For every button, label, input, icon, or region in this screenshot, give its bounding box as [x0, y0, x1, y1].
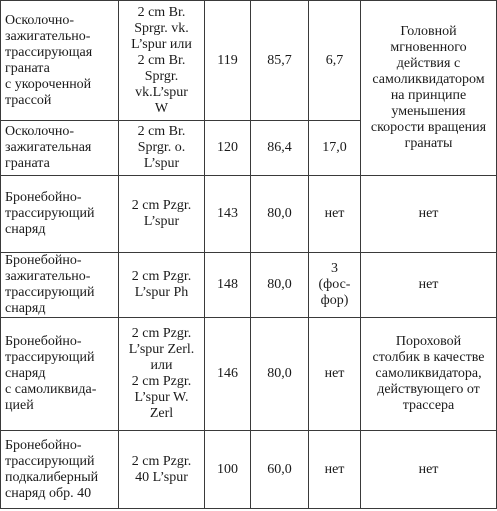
ammo-name-cell: Бронебойно- зажигательно- трассирующий снаряд: [1, 253, 119, 318]
value-cell: 3 (фос- фор): [309, 253, 361, 318]
value-cell: нет: [309, 431, 361, 509]
value-cell: нет: [309, 318, 361, 431]
fuse-cell: Пороховой столбик в качестве самоликвидатора, действующего от трассера: [361, 318, 497, 431]
value-cell: 120: [205, 121, 251, 176]
fuse-cell: Головной мгновенного действия с самоликвидатором на принципе уменьшения скорости вращения гранаты: [361, 1, 497, 176]
value-cell: 80,0: [251, 318, 309, 431]
value-cell: 148: [205, 253, 251, 318]
value-cell: 85,7: [251, 1, 309, 121]
ammo-name-cell: Бронебойно- трассирующий снаряд: [1, 176, 119, 253]
value-cell: нет: [309, 176, 361, 253]
value-cell: 80,0: [251, 253, 309, 318]
designation-cell: 2 cm Br. Sprgr. o. L’spur: [119, 121, 205, 176]
value-cell: 100: [205, 431, 251, 509]
value-cell: 17,0: [309, 121, 361, 176]
fuse-cell: нет: [361, 431, 497, 509]
table-row: [1, 318, 497, 431]
ammo-name-cell: Бронебойно- трассирующий снаряд с самоликвида- цией: [1, 318, 119, 431]
value-cell: 143: [205, 176, 251, 253]
value-cell: 146: [205, 318, 251, 431]
value-cell: 6,7: [309, 1, 361, 121]
value-cell: 119: [205, 1, 251, 121]
designation-cell: 2 cm Pzgr. 40 L’spur: [119, 431, 205, 509]
fuse-cell: нет: [361, 253, 497, 318]
value-cell: 86,4: [251, 121, 309, 176]
value-cell: 80,0: [251, 176, 309, 253]
table-row: [1, 176, 497, 253]
ammo-name-cell: Осколочно- зажигательная граната: [1, 121, 119, 176]
designation-cell: 2 cm Pzgr. L’spur Zerl. или 2 cm Pzgr. L’spur W. Zerl: [119, 318, 205, 431]
ammo-name-cell: Бронебойно- трассирующий подкалиберный снаряд обр. 40: [1, 431, 119, 509]
designation-cell: 2 cm Pzgr. L’spur: [119, 176, 205, 253]
fuse-cell: нет: [361, 176, 497, 253]
designation-cell: 2 cm Pzgr. L’spur Ph: [119, 253, 205, 318]
ammo-name-cell: Осколочно- зажигательно- трассирующая граната с укороченной трассой: [1, 1, 119, 121]
value-cell: 60,0: [251, 431, 309, 509]
table-row: [1, 1, 497, 121]
designation-cell: 2 cm Br. Sprgr. vk. L’spur или 2 cm Br. Sprgr. vk.L’spur W: [119, 1, 205, 121]
table-row: [1, 253, 497, 318]
table-row: [1, 431, 497, 509]
